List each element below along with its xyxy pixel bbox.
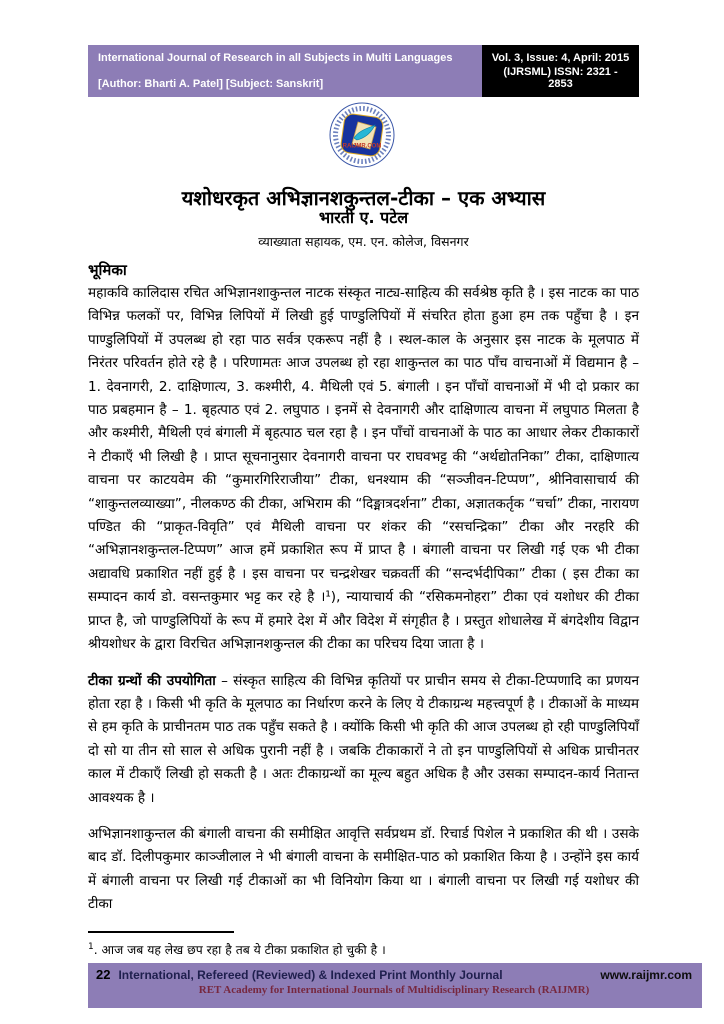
author-subject-line: [Author: Bharti A. Patel] [Subject: Sanskrit] [98, 78, 324, 90]
page-number: 22 [96, 967, 111, 982]
footer-academy-line: RET Academy for International Journals of Multidisciplinary Research (RAIJMR) [198, 984, 590, 996]
volume-issue: Vol. 3, Issue: 4, April: 2015 [491, 52, 630, 64]
journal-header [88, 45, 639, 97]
paragraph-2-body: – संस्कृत साहित्य की विभिन्न कृतियों पर प्राचीन समय से टीका-टिप्पणादि का प्रणयन होता रहा है । किसी भी कृति के मूलपाठ का निर्धारण करने के लिए ये टीकाग्रन्थ महत्त्वपूर्ण है । टीकाओं के माध्यम से हम कृति के प्राचीनतम पाठ तक पहुँच सकते है । क्योंकि किसी भी कृति की आज उपलब्ध हो रही पाण्डुलिपियाँ दो सो या तीन सो साल से अधिक पुरानी नहीं है । जबकि टीकाकारों ने तो इन पाण्डुलिपियों से अधिक प्राचीनतर काल में टीकाएँ लिखी हो सकती है । अतः टीकाग्रन्थों का मूल्य बहुत अधिक है और उसका सम्पादन-कार्य नितान्त आवश्यक है । [88, 672, 639, 806]
article-author: भारती ए. पटेल [318, 208, 409, 227]
paragraph-3: अभिज्ञानशाकुन्तल की बंगाली वाचना की समीक्षित आवृत्ति सर्वप्रथम डॉ. रिचार्ड पिशेल ने प्रकाशित की थी । उसके बाद डॉ. दिलीपकुमार काञ्जीलाल ने भी बंगाली वाचना के समीक्षित-पाठ को प्रकाशित किया है । उन्होंने इस कार्य में बंगाली वाचना पर लिखी गई टीकाओं का भी विनियोग किया था । बंगाली वाचना पर लिखी गई यशोधर की टीका [88, 825, 639, 913]
journal-header-left [88, 45, 482, 97]
paragraph-2-lead: टीका ग्रन्थों की उपयोगिता [88, 672, 216, 689]
issn-number: (IJRSML) ISSN: 2321 - 2853 [503, 66, 618, 90]
footnote-marker: 1 [88, 942, 94, 952]
raijmr-logo-icon [329, 102, 395, 168]
section-heading-bhumika: भूमिका [88, 261, 127, 279]
footer-row-1 [96, 967, 692, 982]
article-body [88, 260, 639, 930]
paragraph-1: महाकवि कालिदास रचित अभिज्ञानशाकुन्तल नाटक संस्कृत नाट्य-साहित्य की सर्वश्रेष्ठ कृति है । इस नाटक का पाठ विभिन्न फलकों पर, विभिन्न लिपियों में लिखी हुई पाण्डुलिपियों में संचरित होता हुआ हम तक पहुँचा है । इन पाण्डुलिपियों में उपलब्ध हो रहा पाठ सर्वत्र एकरूप नहीं है । स्थल-काल के अनुसार इस नाटक के मूलपाठ में निरंतर परिवर्तन होते रहे है । परिणामतः आज उपलब्ध हो रहा शाकुन्तल का पाठ पाँच वाचनाओं में विद्यमान है – 1. देवनागरी, 2. दाक्षिणात्य, 3. कश्मीरी, 4. मैथिली एवं 5. बंगाली । इन पाँचों वाचनाओं में भी दो प्रकार का पाठ प्रबहमान है – 1. बृहत्पाठ एवं 2. लघुपाठ । इनमें से देवनागरी और दाक्षिणात्य वाचना में लघुपाठ मिलता है और कश्मीरी, मैथिली एवं बंगाली में बृहत्पाठ चल रहा है । इन पाँचों वाचनाओं के पाठ का आधार लेकर टीकाकारों ने टीकाएँ भी लिखी है । प्राप्त सूचनानुसार देवनागरी वाचना पर राघवभट्ट की “अर्थद्योतनिका” टीका, दाक्षिणात्य वाचना पर काटयवेम की “कुमारगिरिराजीया” टीका, धनश्याम की “सञ्जीवन-टिप्पण”, श्रीनिवासाचार्य की “शाकुन्तलव्याख्या”, नीलकण्ठ की टीका, अभिराम की “दिङ्मात्रदर्शना” टीका, अज्ञातकर्तृक “चर्चा” टीका, नारायण पण्डित की “प्राकृत-विवृति” एवं मैथिली वाचना पर शंकर की “रसचन्द्रिका” टीका और नरहरि की “अभिज्ञानशकुन्तल-टिप्पण” आज हमें प्रकाशित रूप में प्राप्त है । बंगाली वाचना पर लिखी गई एक भी टीका अद्यावधि प्रकाशित नहीं हुई है । इस वाचना पर चन्द्रशेखर चक्रवर्ती की “सन्दर्भदीपिका” टीका ( इस टीका का सम्पादन कार्य डो. वसन्तकुमार भट्ट कर रहे है ।¹), न्यायाचार्य की “रसिकमनोहरा” टीका एवं यशोधर की टीका प्राप्त है, जो पाण्डुलिपियों के रूप में हमारे देश में और विदेश में संगृहीत है । प्रस्तुत शोधालेख में बंगदेशीय विद्वान श्रीयशोधर के द्वारा विरचित अभिज्ञानशकुन्तल की टीका का परिचय दिया जाता है । [88, 285, 639, 653]
footer-website-link[interactable]: www.raijmr.com [600, 968, 692, 982]
journal-header-right [482, 45, 639, 97]
raijmr-logo [329, 102, 395, 168]
author-affiliation: व्याख्याता सहायक, एम. एन. कोलेज, विसनगर [258, 234, 469, 249]
journal-title: International Journal of Research in all Subjects in Multi Languages [98, 52, 453, 64]
footnote-text: . आज जब यह लेख छप रहा है तब ये टीका प्रकाशित हो चुकी है । [93, 943, 386, 958]
logo-text: RAIJMR.COM [342, 143, 382, 150]
footnote-divider [88, 931, 234, 933]
footnote [88, 938, 639, 960]
article-title: यशोधरकृत अभिज्ञानशकुन्तल-टीका – एक अभ्यास [181, 186, 546, 211]
journal-footer [88, 963, 702, 1008]
paragraph-2 [88, 670, 639, 810]
footer-journal-type: International, Refereed (Reviewed) & Indexed Print Monthly Journal [118, 968, 503, 982]
